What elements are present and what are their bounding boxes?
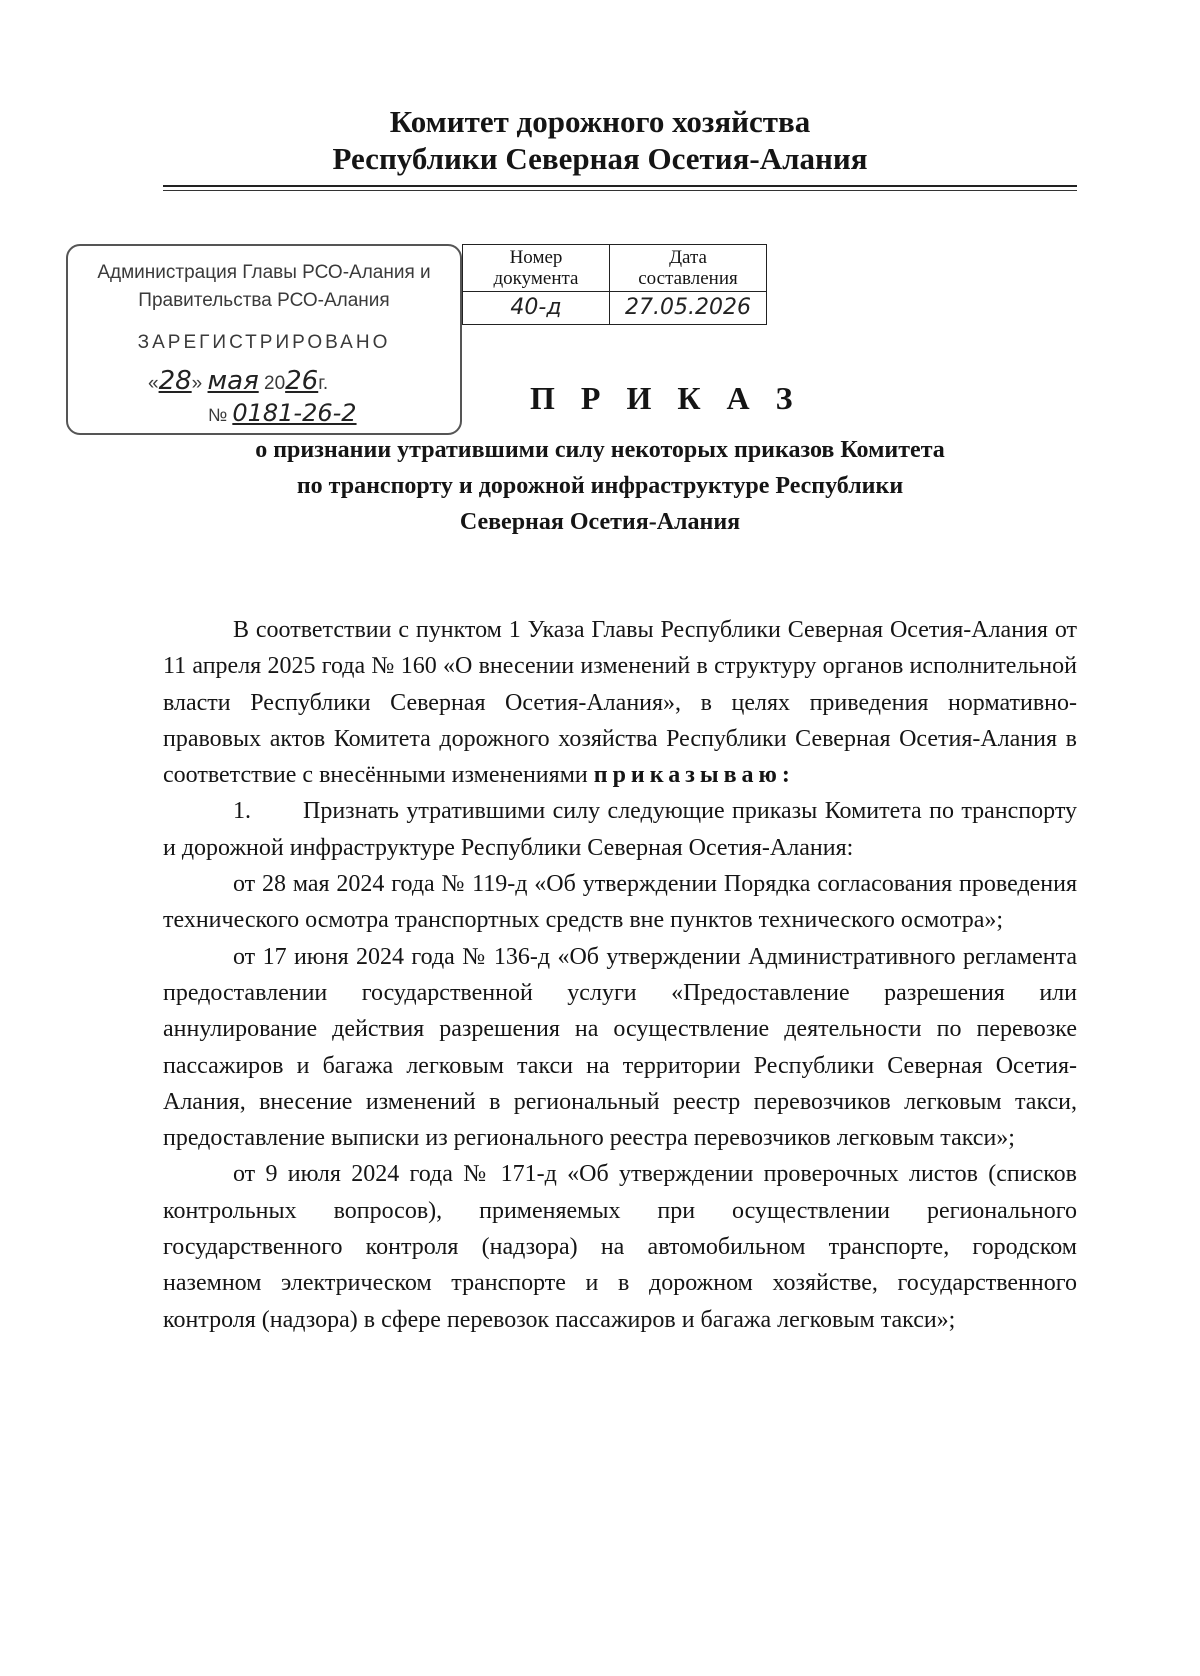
order-subject-line3: Северная Осетия-Алания — [459, 509, 741, 535]
stamp-date-close-quote: » — [191, 373, 203, 394]
organization-title — [230, 103, 970, 177]
order-subject-line1: о признании утратившими силу некоторых приказов Комитета — [255, 437, 945, 463]
stamp-org-line2: Правительства РСО-Алания — [138, 290, 390, 311]
stamp-date-year-suffix: 26 — [285, 366, 319, 396]
stamp-number-prefix: № — [208, 405, 228, 425]
document-number-value: 40-д — [510, 295, 562, 320]
stamp-org-line1: Администрация Главы РСО-Алания и — [97, 262, 431, 283]
registration-stamp — [66, 244, 462, 435]
header-rule-thin — [163, 190, 1077, 191]
document-number-header-line2: документа — [493, 268, 579, 289]
stamp-number — [208, 399, 357, 427]
document-date-header-line2: составления — [638, 268, 738, 289]
order-subject — [190, 432, 1010, 540]
document-date-cell — [610, 292, 767, 325]
stamp-date-suffix: г. — [318, 373, 329, 394]
stamp-registered-label: ЗАРЕГИСТРИРОВАНО — [137, 332, 391, 353]
document-info-header-row — [463, 245, 767, 292]
preamble-text: В соответствии с пунктом 1 Указа Главы Республики Северная Осетия-Алания от 11 апреля 2025 года № 160 «О внесении изменений в структуру органов исполнительной власти Республики Северная Осетия-Алания», в целях приведения нормативно-правовых актов Комитета дорожного хозяйства Республики Северная Осетия-Алания в соответствие с внесёнными изменениями — [163, 617, 1077, 789]
stamp-date-year-prefix: 20 — [264, 373, 286, 394]
organization-title-line1: Комитет дорожного хозяйства — [389, 104, 811, 139]
order-subject-line2: по транспорту и дорожной инфраструктуре Республики — [296, 473, 904, 499]
preamble-paragraph — [163, 612, 1077, 793]
stamp-number-value: 0181-26-2 — [232, 399, 357, 427]
stamp-date-open-quote: « — [148, 373, 159, 394]
document-number-header-line1: Номер — [509, 247, 563, 268]
document-body — [163, 612, 1077, 1338]
stamp-date — [148, 366, 328, 396]
document-number-cell — [463, 292, 610, 325]
command-word: приказываю: — [593, 762, 795, 789]
header-rule-thick — [163, 185, 1077, 187]
document-date-header — [610, 245, 767, 292]
stamp-date-month: мая — [207, 366, 259, 396]
document-date-header-line1: Дата — [669, 247, 707, 268]
order-entry-3: от 9 июля 2024 года № 171-д «Об утверждении проверочных листов (списков контрольных вопросов), применяемых при осуществлении регионального государственного контроля (надзора) на автомобильном транспорте, городском наземном электрическом транспорте и в дорожном хозяйстве, государственного контроля (надзора) в сфере перевозок пассажиров и багажа легковым такси»; — [163, 1161, 1077, 1333]
item-1-paragraph — [163, 793, 1077, 866]
document-info-table — [462, 244, 767, 325]
item-1-text: Признать утратившими силу следующие приказы Комитета по транспорту и дорожной инфраструктуре Республики Северная Осетия-Алания: — [163, 798, 1077, 861]
document-info-value-row — [463, 292, 767, 325]
item-1-number: 1. — [233, 798, 251, 825]
document-type-title: П Р И К А З — [530, 380, 802, 416]
document-date-value: 27.05.2026 — [625, 295, 751, 320]
stamp-date-day: 28 — [158, 366, 192, 396]
order-entry-2: от 17 июня 2024 года № 136-д «Об утверждении Административного регламента предоставлении государственной услуги «Предоставление разрешения или аннулирование действия разрешения на осуществление деятельности по перевозке пассажиров и багажа легковым такси на территории Республики Северная Осетия-Алания, внесение изменений в региональный реестр перевозчиков легковым такси, предоставление выписки из регионального реестра перевозчиков легковым такси»; — [163, 943, 1077, 1152]
document-number-header — [463, 245, 610, 292]
organization-title-line2: Республики Северная Осетия-Алания — [332, 141, 868, 176]
order-entry-1: от 28 мая 2024 года № 119-д «Об утверждении Порядка согласования проведения технического осмотра транспортных средств вне пунктов технического осмотра»; — [163, 871, 1077, 934]
